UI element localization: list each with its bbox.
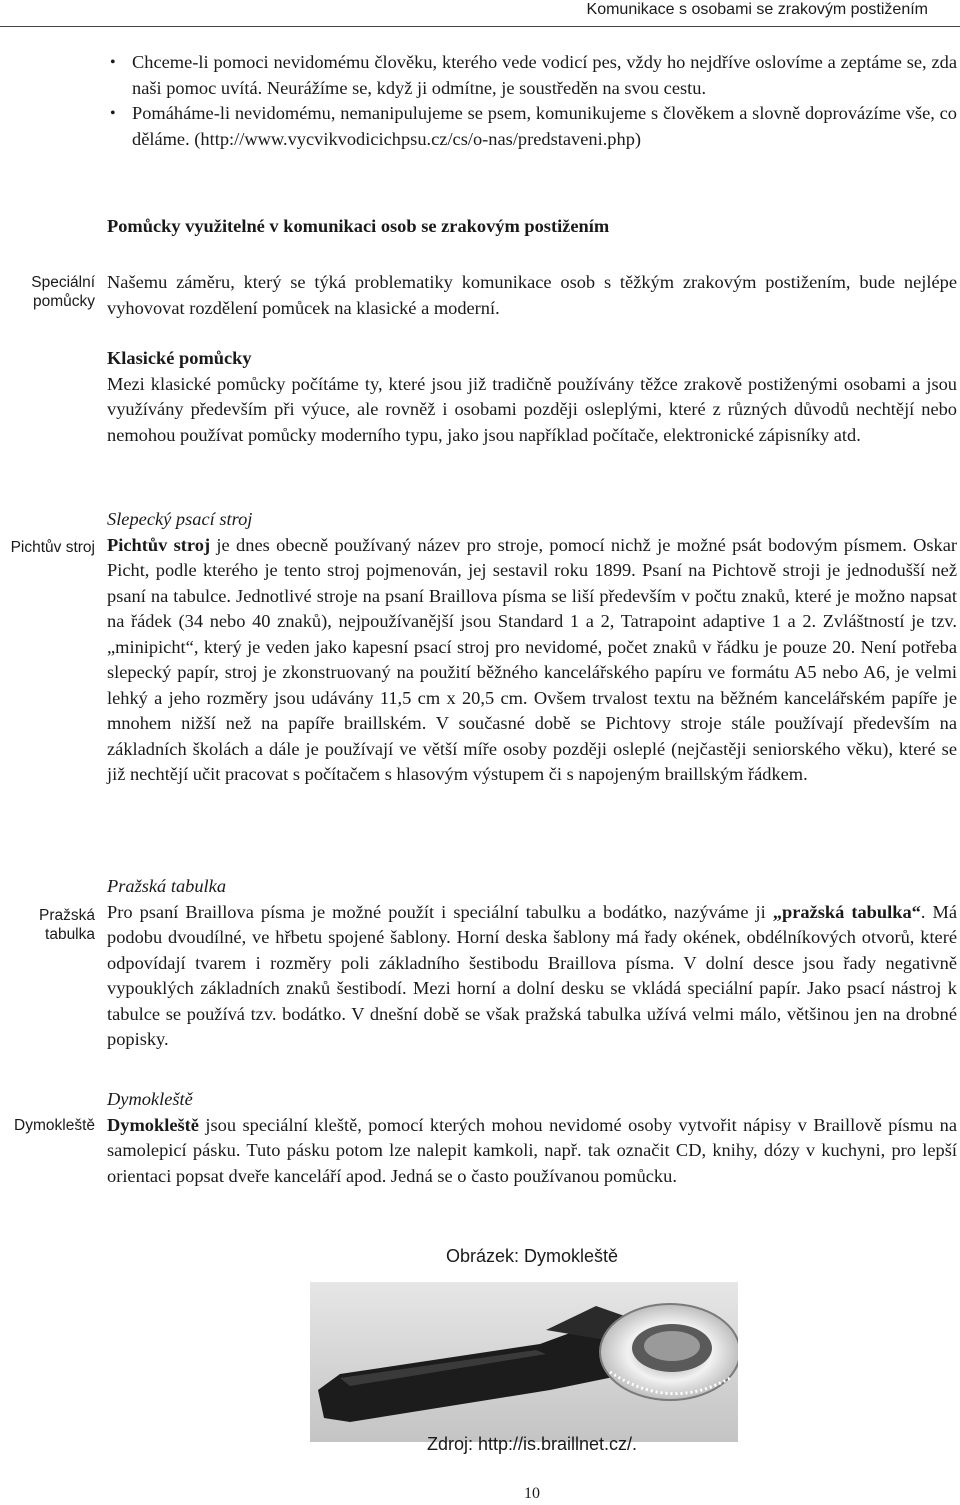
dymo-text: Dymokleště jsou speciální kleště, pomocí kterých mohou nevidomé osoby vytvořit nápisy v Braillově písmu na samolepicí pásku. Tuto pásku potom lze nalepit kamkoli, např. tak označit CD, knihy, dózy v kuchyni, pro lepší orientaci popsat dveře kanceláří apod. Jedná se o často používanou pomůcku. <box>107 1114 957 1186</box>
figure-source: Zdroj: http://is.braillnet.cz/. <box>426 1434 638 1454</box>
margin-note-prazska <box>39 906 95 944</box>
margin-note-specialni <box>31 273 95 311</box>
margin-note-line: tabulka <box>45 926 95 943</box>
klasicke-section <box>107 346 957 448</box>
margin-note-line: Speciální <box>31 274 95 291</box>
bullet-list <box>107 50 957 152</box>
margin-note-line: pomůcky <box>32 293 95 310</box>
intro-paragraph: Našemu záměru, který se týká problematiky komunikace osob s těžkým zrakovým postižením, bude nejlépe vyhovovat rozdělení pomůcek na klasické a moderní. <box>107 272 957 318</box>
prazska-bold: „pražská tabulka“ <box>772 901 921 922</box>
margin-note-dymo: Dymokleště <box>14 1117 95 1134</box>
prazska-text: Pro psaní Braillova písma je možné použít i speciální tabulku a bodátko, nazýváme ji „pražská tabulka“. Má podobu dvoudílné, ve hřbetu spojené šablony. Horní deska šablony má řady okének, obdélníkových otvorů, které odpovídají tvarem i rozměry poli základního šestibodu Braillova písma. V dolní desce jsou řady negativně vypouklých základních znaků šestibodí. Mezi horní a dolní desku se vkládá speciální papír. Jako psací nástroj k tabulce se používá tzv. bodátko. V dnešní době se však pražská tabulka užívá velmi málo, většinou jen na drobné popisky. <box>107 901 957 1049</box>
dymo-subtitle: Dymokleště <box>107 1089 193 1109</box>
dymo-pliers-illustration <box>310 1282 738 1442</box>
pichtuv-section <box>107 507 957 788</box>
bullet-item: • Pomáháme-li nevidomému, nemanipulujeme se psem, komunikujeme s člověkem a slovně doprovázíme vše, co děláme. (http://www.vycvikvodicichpsu.cz/cs/o-nas/predstaveni.php) <box>107 101 957 152</box>
dymo-pliers-image <box>310 1282 738 1442</box>
dymo-lead: Dymokleště <box>107 1114 199 1135</box>
prazska-section <box>107 874 957 1053</box>
pichtuv-lead: Pichtův stroj <box>107 534 211 555</box>
header-rule <box>0 26 960 27</box>
section-title: Pomůcky využitelné v komunikaci osob se zrakovým postižením <box>107 216 610 236</box>
pichtuv-text: Pichtův stroj je dnes obecně používaný název pro stroje, pomocí nichž je možné psát bodovým písmem. Oskar Picht, podle kterého je tento stroj pojmenován, jej sestavil roku 1899. Psaní na Pichtově stroji je jednodušší než psaní na tabulce. Jednotlivé stroje na psaní Braillova písma se liší především v počtu znaků, které je možno napsat na řádek (34 nebo 40 znaků), nejpoužívanější jsou Standard 1 a 2, Tatrapoint adaptive 1 a 2. Zvláštností je tzv. „minipicht“, který je veden jako kapesní psací stroj pro nevidomé, počet znaků v řádku je pouze 20. Není potřeba slepecký papír, stroj je zkonstruovaný na použití běžného kancelářského papíru ve formátu A5 nebo A6, je velmi lehký a jeho rozměry jsou udávány 11,5 cm x 20,5 cm. Ovšem trvalost textu na běžném kancelářském papíře je mnohem nižší než na papíře braillském. V současné době se Pichtovy stroje stále používají především na základních školách a dále je používají ve větší míře osoby později osleplé (nejčastěji seniorského věku), které se již nechtějí učit pracovat s počítačem s hlasovým výstupem či s napojeným braillským řádkem. <box>107 534 957 784</box>
page-number: 10 <box>524 1485 540 1502</box>
figure-caption: Obrázek: Dymokleště <box>445 1246 619 1266</box>
klasicke-title: Klasické pomůcky <box>107 348 252 368</box>
prazska-subtitle: Pražská tabulka <box>107 876 227 896</box>
running-header: Komunikace s osobami se zrakovým postižením <box>586 1 928 18</box>
bullet-item: • Chceme-li pomoci nevidomému člověku, kterého vede vodicí pes, vždy ho nejdříve oslovíme a zeptáme se, zda naši pomoc uvítá. Neurážíme se, když ji odmítne, je soustředěn na svou cestu. <box>107 50 957 101</box>
dymo-section <box>107 1087 957 1189</box>
margin-note-pichtuv: Pichtův stroj <box>10 539 95 556</box>
klasicke-text: Mezi klasické pomůcky počítáme ty, které jsou již tradičně používány těžce zrakově postiženými osobami a jsou využívány především při výuce, ale rovněž i osobami později osleplými, které z různých důvodů nechtějí nebo nemohou používat pomůcky moderního typu, jako jsou například počítače, elektronické zápisníky atd. <box>107 373 957 445</box>
pichtuv-subtitle: Slepecký psací stroj <box>107 509 253 529</box>
margin-note-line: Pražská <box>39 907 95 924</box>
